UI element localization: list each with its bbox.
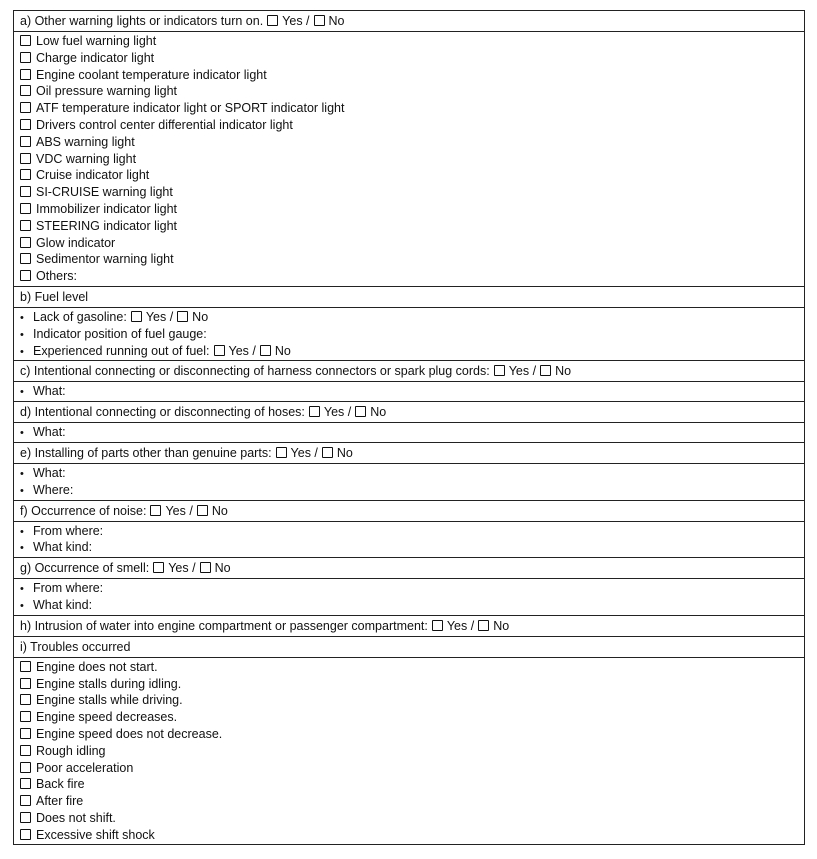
section-e-yes-label: Yes (290, 445, 311, 460)
item-checkbox[interactable] (20, 253, 31, 264)
section-e-header: e) Installing of parts other than genuine parts: Yes / No (14, 442, 804, 463)
list-item (20, 776, 804, 793)
item-checkbox[interactable] (20, 35, 31, 46)
item-label: Lack of gasoline: (33, 309, 127, 324)
item-label: Engine does not start. (36, 659, 158, 674)
list-item (20, 50, 804, 67)
item-label: Charge indicator light (36, 50, 155, 65)
section-d-no-checkbox[interactable] (355, 406, 366, 417)
item-label: Others: (36, 269, 77, 284)
item-label: Where: (33, 482, 74, 497)
section-b-body (14, 307, 804, 360)
item-checkbox[interactable] (20, 136, 31, 147)
section-a-no-label: No (328, 14, 345, 28)
list-item (20, 793, 804, 810)
questionnaire-form (13, 10, 805, 845)
section-e-no-label: No (336, 445, 353, 460)
item-label: What: (33, 384, 66, 399)
item-label: Poor acceleration (36, 760, 134, 775)
section-h-no-label: No (493, 618, 510, 633)
bullet-icon: • (20, 386, 24, 399)
list-item (20, 117, 804, 134)
section-d-title: d) Intentional connecting or disconnecting of hoses: (20, 405, 305, 420)
bullet-icon: • (20, 525, 24, 538)
item-label: From where: (33, 581, 104, 596)
section-c-no-checkbox[interactable] (540, 365, 551, 376)
item-no-label: No (274, 343, 291, 358)
item-yes-checkbox[interactable] (214, 345, 225, 356)
item-no-checkbox[interactable] (177, 311, 188, 322)
section-h-title: h) Intrusion of water into engine compartment or passenger compartment: (20, 618, 428, 633)
item-label: Cruise indicator light (36, 168, 150, 183)
list-item: • Experienced running out of fuel: Yes / No (20, 343, 804, 360)
item-checkbox[interactable] (20, 270, 31, 281)
item-label: What kind: (33, 540, 93, 555)
item-checkbox[interactable] (20, 169, 31, 180)
item-label: Low fuel warning light (36, 34, 157, 48)
item-checkbox[interactable] (20, 52, 31, 63)
item-checkbox[interactable] (20, 203, 31, 214)
list-item (20, 100, 804, 117)
section-h-no-checkbox[interactable] (478, 620, 489, 631)
bullet-icon: • (20, 583, 24, 596)
item-checkbox[interactable] (20, 661, 31, 672)
list-item (20, 760, 804, 777)
list-item (20, 810, 804, 827)
section-c-yes-checkbox[interactable] (494, 365, 505, 376)
item-label: After fire (36, 794, 84, 809)
bullet-icon: • (20, 467, 24, 480)
section-a-body (14, 31, 804, 286)
section-f-yes-label: Yes (165, 503, 186, 518)
section-g-header: g) Occurrence of smell: Yes / No (14, 557, 804, 578)
section-e-body (14, 463, 804, 500)
list-item (20, 134, 804, 151)
bullet-icon: • (20, 427, 24, 440)
bullet-icon: • (20, 484, 24, 497)
item-label: Excessive shift shock (36, 827, 155, 842)
item-label: What: (33, 425, 66, 440)
item-label: Oil pressure warning light (36, 84, 178, 99)
item-checkbox[interactable] (20, 745, 31, 756)
item-label: Sedimentor warning light (36, 252, 174, 267)
section-c-yes-label: Yes (508, 364, 530, 379)
section-e-title: e) Installing of parts other than genuine parts: (20, 445, 272, 460)
bullet-icon: • (20, 328, 24, 341)
item-checkbox[interactable] (20, 762, 31, 773)
item-yes-label: Yes (145, 309, 167, 324)
list-item (20, 597, 804, 614)
list-item (20, 692, 804, 709)
list-item (20, 827, 804, 844)
item-no-checkbox[interactable] (260, 345, 271, 356)
item-yes-label: Yes (228, 343, 249, 358)
item-label: Indicator position of fuel gauge: (33, 326, 207, 341)
list-item (20, 676, 804, 693)
item-label: Engine stalls during idling. (36, 676, 182, 691)
section-f-title: f) Occurrence of noise: (20, 503, 147, 518)
item-label: Drivers control center differential indicator light (36, 117, 293, 132)
section-b-header (14, 286, 804, 307)
item-checkbox[interactable] (20, 678, 31, 689)
section-f-no-label: No (211, 503, 228, 518)
list-item (20, 523, 804, 540)
item-checkbox[interactable] (20, 153, 31, 164)
item-label: Experienced running out of fuel: (33, 343, 210, 358)
item-checkbox[interactable] (20, 812, 31, 823)
item-label: Engine coolant temperature indicator light (36, 67, 267, 82)
section-i-body (14, 657, 804, 845)
list-item (20, 201, 804, 218)
section-d-body (14, 422, 804, 442)
section-d-no-label: No (370, 405, 387, 420)
list-item (20, 151, 804, 168)
item-label: Engine speed does not decrease. (36, 726, 223, 741)
section-f-header: f) Occurrence of noise: Yes / No (14, 500, 804, 521)
section-b-title: b) Fuel level (20, 289, 89, 304)
list-item (20, 539, 804, 556)
item-checkbox[interactable] (20, 778, 31, 789)
item-label: What: (33, 465, 66, 480)
section-i-title: i) Troubles occurred (20, 639, 131, 654)
list-item (20, 268, 804, 285)
section-g-no-checkbox[interactable] (200, 562, 211, 573)
item-checkbox[interactable] (20, 237, 31, 248)
section-f-yes-checkbox[interactable] (150, 505, 161, 516)
item-label: STEERING indicator light (36, 218, 178, 233)
section-g-yes-checkbox[interactable] (153, 562, 164, 573)
item-label: From where: (33, 523, 104, 538)
section-g-title: g) Occurrence of smell: (20, 561, 150, 576)
section-h-yes-checkbox[interactable] (432, 620, 443, 631)
section-f-body (14, 521, 804, 558)
section-e-no-checkbox[interactable] (322, 447, 333, 458)
list-item (20, 167, 804, 184)
item-checkbox[interactable] (20, 119, 31, 130)
item-checkbox[interactable] (20, 711, 31, 722)
item-yes-checkbox[interactable] (131, 311, 142, 322)
list-item (20, 33, 804, 50)
list-item (20, 67, 804, 84)
item-checkbox[interactable] (20, 728, 31, 739)
section-c-body (14, 381, 804, 401)
section-c-no-label: No (555, 364, 572, 379)
bullet-icon: • (20, 345, 24, 358)
section-d-header: d) Intentional connecting or disconnecting of hoses: Yes / No (14, 401, 804, 422)
item-label: Does not shift. (36, 810, 116, 825)
item-checkbox[interactable] (20, 829, 31, 840)
section-i-header (14, 636, 804, 657)
item-checkbox[interactable] (20, 795, 31, 806)
item-label: Engine stalls while driving. (36, 693, 183, 708)
list-item (20, 83, 804, 100)
list-item (20, 326, 804, 343)
list-item (20, 235, 804, 252)
section-g-body (14, 578, 804, 615)
item-label: VDC warning light (36, 151, 137, 166)
item-label: Immobilizer indicator light (36, 201, 178, 216)
section-h-yes-label: Yes (446, 618, 468, 633)
list-item (20, 726, 804, 743)
bullet-icon: • (20, 311, 24, 324)
section-a-yes-checkbox[interactable] (267, 15, 278, 26)
item-checkbox[interactable] (20, 186, 31, 197)
list-item (20, 218, 804, 235)
section-g-no-label: No (214, 561, 231, 576)
list-item (20, 659, 804, 676)
item-label: What kind: (33, 597, 93, 612)
item-label: Back fire (36, 777, 85, 792)
item-checkbox[interactable] (20, 102, 31, 113)
item-label: Engine speed decreases. (36, 710, 178, 725)
section-c-title: c) Intentional connecting or disconnecting of harness connectors or spark plug cords: (20, 364, 490, 379)
list-item (20, 482, 804, 499)
section-a-title: a) Other warning lights or indicators turn on. (20, 14, 264, 28)
item-label: SI-CRUISE warning light (36, 185, 173, 200)
list-item (20, 383, 804, 400)
list-item (20, 251, 804, 268)
section-c-header: c) Intentional connecting or disconnecting of harness connectors or spark plug cords: Yes / No (14, 360, 804, 381)
section-f-no-checkbox[interactable] (197, 505, 208, 516)
list-item (20, 709, 804, 726)
section-g-yes-label: Yes (168, 561, 189, 576)
list-item (20, 465, 804, 482)
list-item (20, 424, 804, 441)
section-d-yes-label: Yes (323, 405, 345, 420)
item-label: ABS warning light (36, 134, 135, 149)
item-label: ATF temperature indicator light or SPORT indicator light (36, 101, 345, 116)
bullet-icon: • (20, 599, 24, 612)
list-item (20, 743, 804, 760)
item-checkbox[interactable] (20, 85, 31, 96)
list-item (20, 580, 804, 597)
item-label: Glow indicator (36, 235, 116, 250)
item-no-label: No (192, 309, 209, 324)
item-checkbox[interactable] (20, 694, 31, 705)
list-item (20, 184, 804, 201)
section-a-yes-label: Yes (282, 14, 303, 28)
bullet-icon: • (20, 542, 24, 555)
section-a-header: a) Other warning lights or indicators turn on. Yes / No (20, 14, 345, 28)
section-a-no-checkbox[interactable] (314, 15, 325, 26)
item-checkbox[interactable] (20, 220, 31, 231)
item-checkbox[interactable] (20, 69, 31, 80)
section-d-yes-checkbox[interactable] (309, 406, 320, 417)
item-label: Rough idling (36, 743, 106, 758)
section-h-header: h) Intrusion of water into engine compartment or passenger compartment: Yes / No (14, 615, 804, 636)
list-item: • Lack of gasoline: Yes / No (20, 309, 804, 326)
section-e-yes-checkbox[interactable] (276, 447, 287, 458)
